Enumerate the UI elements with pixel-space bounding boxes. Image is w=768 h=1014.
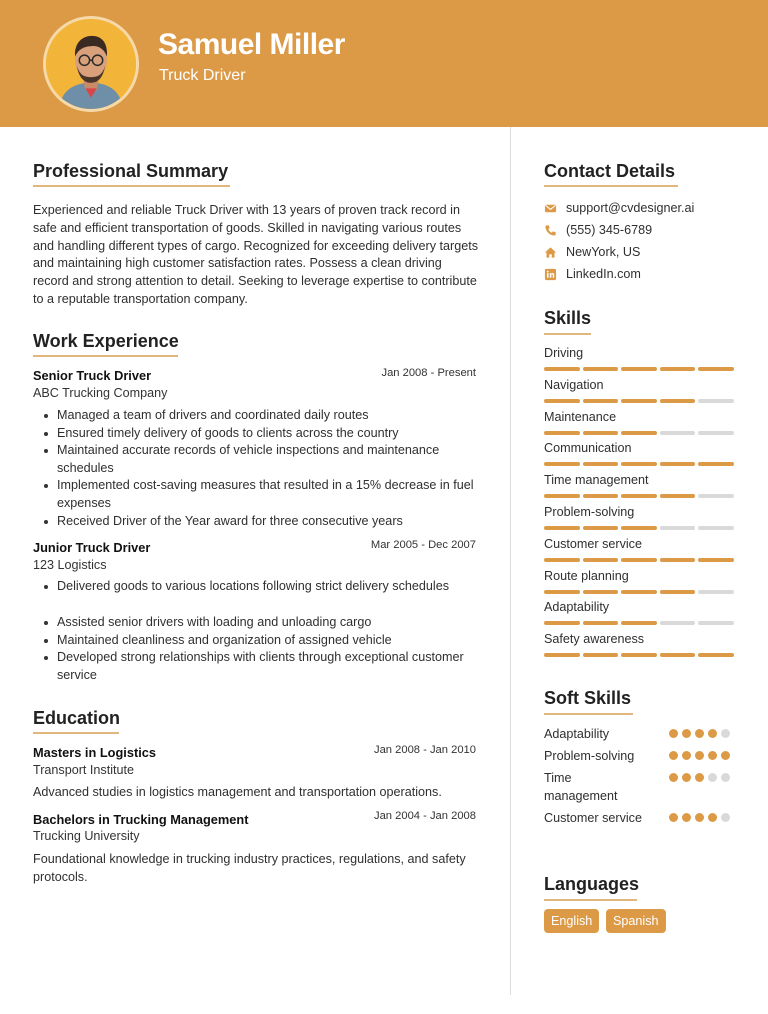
- list-item: Implemented cost-saving measures that resulted in a 15% decrease in fuel expenses: [33, 477, 483, 512]
- rating-dot: [721, 751, 730, 760]
- avatar: [43, 16, 139, 112]
- soft-skills-heading: Soft Skills: [544, 688, 632, 708]
- skill-label: Driving: [544, 346, 584, 360]
- summary-text: Experienced and reliable Truck Driver with 13 years of proven track record in safe and efficient transportation of goods. Skilled in navigating various routes and handling different types of cargo. Recognized for exceeding delivery targets and maintaining high customer satisfaction rates. Possess a clean driving record and strong attention to detail. Seeking to leverage expertise to contribute to a reputable transportation company.: [33, 203, 479, 306]
- skill-level-segment: [698, 462, 734, 466]
- rating-dot: [695, 729, 704, 738]
- list-item: Developed strong relationships with clients through exceptional customer service: [33, 649, 483, 684]
- skill-level-bar: [544, 653, 734, 657]
- list-item: Maintained cleanliness and organization of assigned vehicle: [33, 632, 483, 650]
- rating-dot: [695, 773, 704, 782]
- contact-heading-underline: [544, 185, 678, 187]
- skill-level-segment: [660, 621, 696, 625]
- languages-heading-underline: [544, 899, 637, 901]
- skill-level-bar: [544, 621, 734, 625]
- skill-level-segment: [660, 590, 696, 594]
- rating-dot: [669, 729, 678, 738]
- contact-heading: Contact Details: [544, 161, 676, 181]
- list-item: Delivered goods to various locations following strict delivery schedules: [33, 578, 483, 596]
- rating-dot: [695, 751, 704, 760]
- profile-photo: [46, 19, 136, 109]
- skill-level-segment: [698, 558, 734, 562]
- rating-dot: [682, 751, 691, 760]
- skill-level-segment: [621, 367, 657, 371]
- skill-label: Navigation: [544, 377, 604, 392]
- soft-skill-label: Time management: [544, 771, 618, 803]
- skill-level-segment: [660, 462, 696, 466]
- skill-level-segment: [698, 653, 734, 657]
- rating-dot: [695, 813, 704, 822]
- experience-heading-underline: [33, 355, 178, 357]
- skill-level-segment: [621, 462, 657, 466]
- skill-level-segment: [698, 494, 734, 498]
- school-name: Trucking University: [33, 829, 140, 843]
- skill-level-segment: [583, 494, 619, 498]
- skill-level-segment: [544, 526, 580, 530]
- job-company: ABC Trucking Company: [33, 386, 168, 400]
- skill-level-segment: [660, 526, 696, 530]
- rating-dot: [682, 729, 691, 738]
- header-banner: [0, 0, 768, 127]
- skill-level-segment: [660, 653, 696, 657]
- rating-dot: [708, 751, 717, 760]
- soft-skill-rating: [669, 773, 730, 782]
- skill-level-bar: [544, 399, 734, 403]
- skill-level-segment: [544, 653, 580, 657]
- phone-icon: [544, 224, 557, 237]
- list-item: Managed a team of drivers and coordinated daily routes: [33, 407, 483, 425]
- skill-level-segment: [544, 590, 580, 594]
- skill-level-segment: [621, 558, 657, 562]
- list-item: Assisted senior drivers with loading and unloading cargo: [33, 614, 483, 632]
- education-heading-underline: [33, 732, 119, 734]
- language-badge: Spanish: [606, 909, 666, 933]
- skill-level-segment: [583, 590, 619, 594]
- skill-level-segment: [660, 399, 696, 403]
- skill-label: Problem-solving: [544, 505, 635, 519]
- skill-level-segment: [583, 462, 619, 466]
- contact-email[interactable]: [544, 201, 694, 215]
- job-bullet-list: [33, 407, 483, 530]
- skill-label: Customer service: [544, 536, 642, 551]
- rating-dot: [708, 813, 717, 822]
- skill-level-segment: [698, 367, 734, 371]
- list-item: Maintained accurate records of vehicle inspections and maintenance schedules: [33, 442, 483, 477]
- skill-level-segment: [621, 431, 657, 435]
- job-title: Senior Truck Driver: [33, 368, 152, 383]
- degree-title: Masters in Logistics: [33, 745, 157, 760]
- skill-level-bar: [544, 494, 734, 498]
- rating-dot: [721, 773, 730, 782]
- skill-level-segment: [698, 526, 734, 530]
- soft-skill-rating: [669, 729, 730, 738]
- contact-email-text: support@cvdesigner.ai: [566, 201, 695, 215]
- job-dates: Jan 2008 - Present: [381, 367, 476, 379]
- skill-label: Communication: [544, 441, 632, 456]
- job-dates: Mar 2005 - Dec 2007: [370, 539, 476, 551]
- skills-heading: Skills: [544, 308, 592, 328]
- contact-phone-text: (555) 345-6789: [566, 223, 653, 237]
- skill-level-segment: [621, 399, 657, 403]
- home-icon: [544, 246, 557, 259]
- skill-level-segment: [698, 431, 734, 435]
- job-title: Junior Truck Driver: [33, 540, 151, 555]
- rating-dot: [669, 751, 678, 760]
- skill-level-segment: [544, 399, 580, 403]
- contact-location: [544, 245, 640, 259]
- soft-skills-heading-underline: [544, 713, 633, 715]
- skill-level-bar: [544, 526, 734, 530]
- contact-linkedin-text: LinkedIn.com: [566, 267, 641, 281]
- rating-dot: [669, 773, 678, 782]
- candidate-name: Samuel Miller: [158, 28, 345, 61]
- skill-level-bar: [544, 367, 734, 371]
- skill-level-segment: [583, 399, 619, 403]
- skill-level-bar: [544, 590, 734, 594]
- skill-level-segment: [621, 621, 657, 625]
- degree-description: Advanced studies in logistics management and transportation operations.: [33, 785, 442, 799]
- skill-level-segment: [544, 462, 580, 466]
- rating-dot: [682, 813, 691, 822]
- rating-dot: [721, 729, 730, 738]
- skill-level-segment: [660, 494, 696, 498]
- summary-heading-underline: [33, 185, 230, 187]
- linkedin-icon: [544, 268, 557, 281]
- skill-label: Safety awareness: [544, 632, 645, 647]
- skill-level-segment: [698, 590, 734, 594]
- skill-level-segment: [660, 367, 696, 371]
- soft-skill-rating: [669, 813, 730, 822]
- skill-level-segment: [660, 431, 696, 435]
- candidate-title: Truck Driver: [159, 67, 246, 84]
- job-company: 123 Logistics: [33, 558, 107, 572]
- school-name: Transport Institute: [33, 763, 135, 777]
- column-divider: [510, 127, 511, 995]
- skill-level-bar: [544, 462, 734, 466]
- skill-level-segment: [544, 558, 580, 562]
- rating-dot: [708, 729, 717, 738]
- skill-level-segment: [698, 621, 734, 625]
- contact-linkedin[interactable]: [544, 267, 641, 281]
- skill-level-segment: [583, 431, 619, 435]
- skill-level-segment: [583, 653, 619, 657]
- list-item: Ensured timely delivery of goods to clients across the country: [33, 425, 483, 443]
- skill-level-segment: [621, 494, 657, 498]
- skill-level-segment: [583, 558, 619, 562]
- contact-phone[interactable]: [544, 223, 652, 237]
- degree-dates: Jan 2004 - Jan 2008: [373, 810, 476, 822]
- soft-skill-label: Adaptability: [544, 727, 610, 741]
- rating-dot: [708, 773, 717, 782]
- experience-heading: Work Experience: [33, 331, 179, 351]
- skill-level-segment: [621, 526, 657, 530]
- skill-label: Maintenance: [544, 409, 617, 424]
- rating-dot: [682, 773, 691, 782]
- skill-label: Adaptability: [544, 600, 610, 615]
- list-item: Received Driver of the Year award for three consecutive years: [33, 513, 483, 531]
- language-badge: English: [544, 909, 599, 933]
- skill-level-segment: [583, 526, 619, 530]
- languages-heading: Languages: [544, 874, 640, 894]
- skill-level-segment: [621, 653, 657, 657]
- skill-level-segment: [583, 367, 619, 371]
- skill-label: Route planning: [544, 568, 629, 583]
- skill-level-bar: [544, 431, 734, 435]
- skill-level-segment: [660, 558, 696, 562]
- skills-heading-underline: [544, 333, 591, 335]
- education-heading: Education: [33, 708, 121, 728]
- degree-description: Foundational knowledge in trucking industry practices, regulations, and safety protocols.: [33, 852, 466, 884]
- degree-dates: Jan 2008 - Jan 2010: [373, 744, 476, 756]
- skill-level-segment: [544, 431, 580, 435]
- email-icon: [544, 202, 557, 215]
- skill-level-segment: [583, 621, 619, 625]
- skill-level-segment: [698, 399, 734, 403]
- soft-skill-label: Problem-solving: [544, 749, 635, 763]
- contact-location-text: NewYork, US: [566, 245, 641, 259]
- skill-level-segment: [544, 494, 580, 498]
- skill-level-segment: [621, 590, 657, 594]
- summary-heading: Professional Summary: [33, 161, 229, 181]
- job-bullet-list: [33, 614, 483, 684]
- rating-dot: [669, 813, 678, 822]
- skill-label: Time management: [544, 473, 649, 488]
- skill-level-bar: [544, 558, 734, 562]
- soft-skill-rating: [669, 751, 730, 760]
- skill-level-segment: [544, 621, 580, 625]
- job-bullet-list: [33, 578, 483, 596]
- rating-dot: [721, 813, 730, 822]
- skill-level-segment: [544, 367, 580, 371]
- degree-title: Bachelors in Trucking Management: [33, 812, 249, 827]
- soft-skill-label: Customer service: [544, 811, 642, 825]
